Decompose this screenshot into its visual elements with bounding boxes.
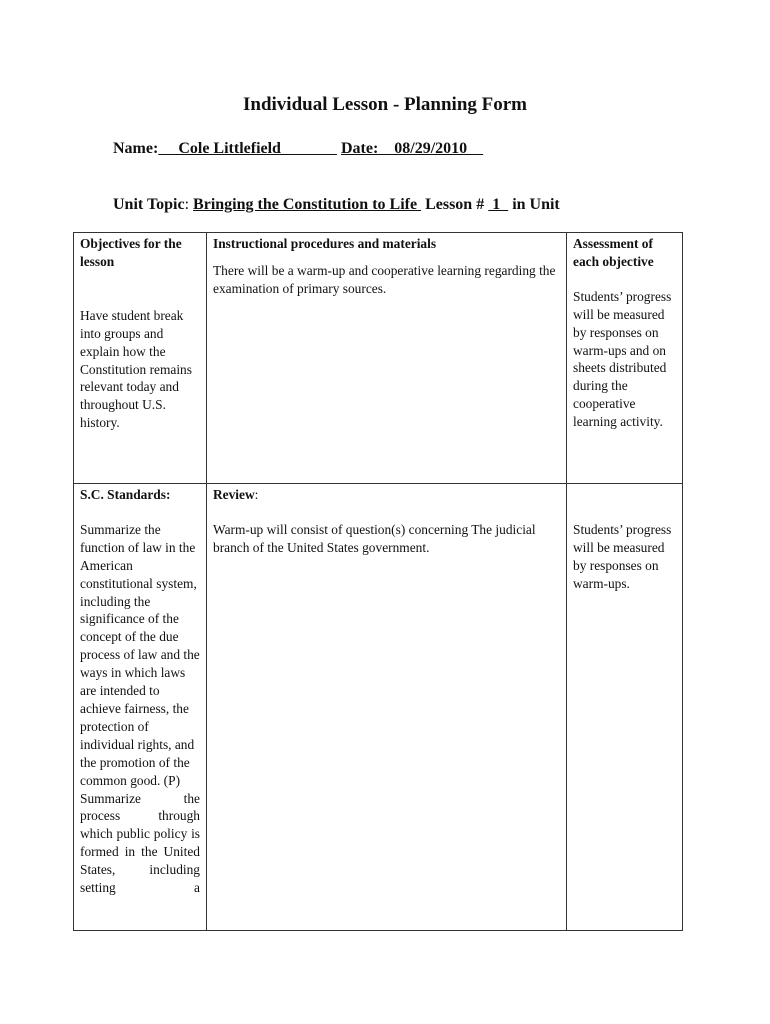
unit-topic-colon: : [184, 196, 194, 213]
review-label: Review [213, 487, 255, 502]
standards-label: S.C. Standards: [80, 487, 171, 502]
date-label: Date: [340, 140, 379, 157]
unit-topic-value: Bringing the Constitution to Life [193, 196, 422, 213]
name-value: Cole Littlefield [158, 140, 337, 157]
unit-topic-label: Unit Topic [113, 196, 185, 213]
name-date-line [113, 140, 483, 158]
in-unit-label: in Unit [508, 196, 560, 213]
standards-text-continued: Summarize the process through which public policy is formed in the United States, including setting a [80, 790, 200, 896]
date-value: 08/29/2010 [378, 140, 484, 157]
procedures-cell [207, 233, 567, 484]
assessment-cell [567, 233, 683, 484]
unit-topic-line [113, 196, 560, 214]
review-text: Warm-up will consist of question(s) concerning The judicial branch of the United States government. [213, 521, 536, 555]
page-title: Individual Lesson - Planning Form [242, 94, 528, 115]
table-row [74, 484, 683, 931]
name-label: Name: [113, 140, 159, 157]
assessment-text-2: Students’ progress will be measured by responses on warm-ups. [573, 522, 672, 591]
lesson-label: Lesson # [421, 196, 489, 213]
objectives-cell [74, 233, 207, 484]
assessment-header: Assessment of each objective [573, 236, 654, 269]
standards-text: Summarize the function of law in the American constitutional system, including the significance of the concept of the due process of law and the ways in which laws are intended to achieve fairness, the protection of individual rights, and the promotion of the common good. (P) [80, 521, 200, 788]
lesson-plan-table [73, 232, 683, 931]
objectives-header: Objectives for the lesson [80, 236, 182, 269]
table-row [74, 233, 683, 484]
procedures-header: Instructional procedures and materials [213, 236, 437, 251]
assessment-cell-2 [567, 484, 683, 931]
assessment-text: Students’ progress will be measured by responses on warm-ups and on sheets distributed during the cooperative learning activity. [573, 288, 672, 430]
procedure-text: There will be a warm-up and cooperative learning regarding the examination of primary sources. [213, 262, 556, 296]
standards-cell [74, 484, 207, 931]
review-colon: : [254, 487, 259, 502]
review-cell [207, 484, 567, 931]
lesson-number: 1 [488, 196, 509, 213]
objective-text: Have student break into groups and explain how the Constitution remains relevant today and throughout U.S. history. [80, 307, 192, 431]
